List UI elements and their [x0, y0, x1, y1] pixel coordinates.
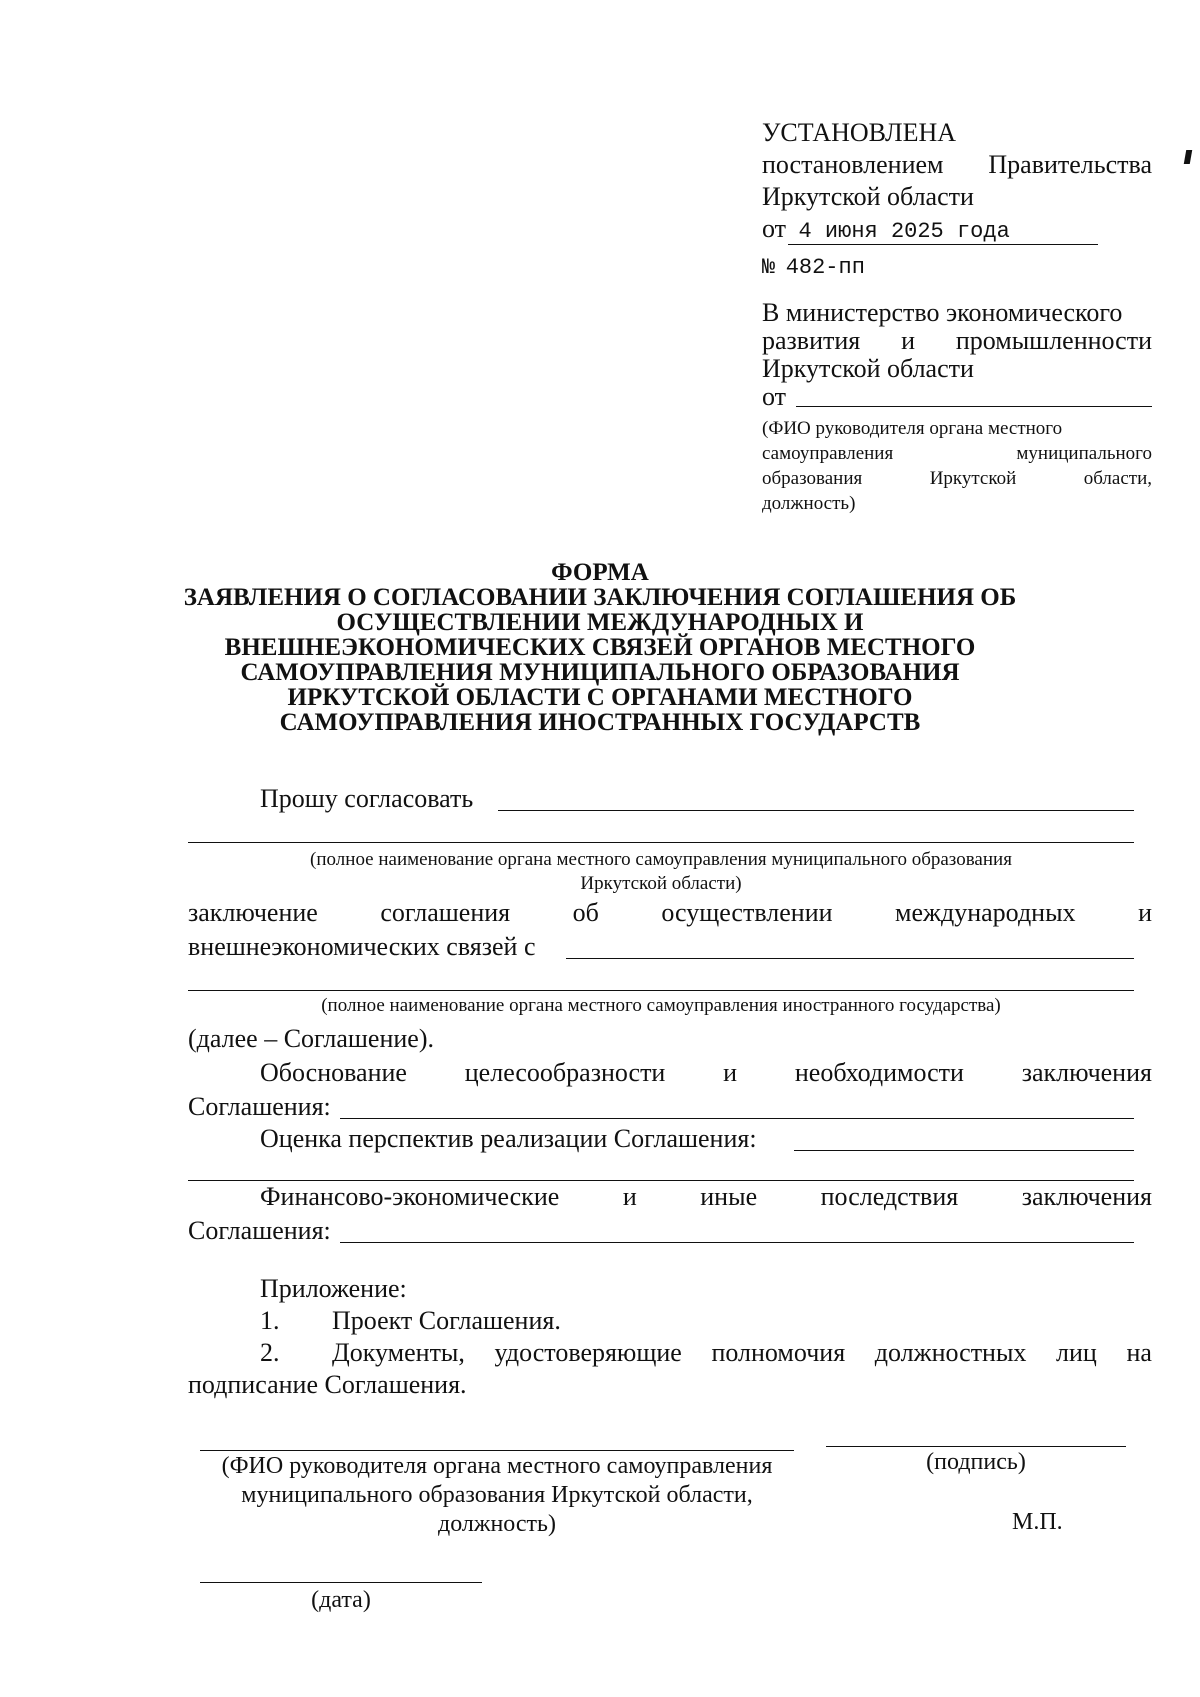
financial-word: иные: [700, 1182, 758, 1211]
approval-number-prefix: №: [762, 255, 776, 280]
financial-underline: [340, 1242, 1134, 1243]
document-title: [180, 560, 1020, 735]
note-line: должность): [762, 493, 856, 514]
fio-caption: [200, 1452, 794, 1539]
date-caption: (дата): [311, 1587, 371, 1613]
appendix-item-2-line: [332, 1338, 1152, 1368]
appendix-word: удостоверяющие: [494, 1338, 682, 1367]
approval-word: постановлением: [762, 150, 944, 179]
appendix-word: на: [1126, 1338, 1152, 1367]
appendix-word: полномочия: [711, 1338, 846, 1367]
appendix-item-2-num: 2.: [260, 1338, 280, 1367]
appendix-word: Документы,: [332, 1338, 465, 1367]
addressee-line-2: [762, 326, 1152, 354]
from-underline: [796, 406, 1152, 407]
addressee-line-1: В министерство экономического: [762, 298, 1123, 327]
note-line: [762, 441, 1152, 466]
addressee-block: [762, 298, 1152, 516]
conclusion-word: соглашения: [380, 898, 511, 927]
caption-line: (полное наименование органа местного самоуправления муниципального образования: [310, 849, 1012, 870]
note-word: Иркутской: [929, 468, 1017, 489]
signature-line: [826, 1446, 1126, 1447]
request-underline-2: [188, 842, 1134, 843]
note-word: образования: [762, 468, 863, 489]
justification-word: заключения: [1021, 1058, 1152, 1087]
relations-label: внешнеэкономических связей с: [188, 932, 536, 961]
financial-line: [260, 1182, 1152, 1212]
approval-date-row: [762, 214, 1152, 246]
note-word: муниципального: [1016, 443, 1152, 464]
agreement-label-1: Соглашения:: [188, 1092, 331, 1121]
approval-line-2: Иркутской области: [762, 182, 974, 211]
fio-caption-line: муниципального образования Иркутской области,: [241, 1482, 753, 1508]
approval-date-prefix: от: [762, 214, 787, 243]
relations-underline-2: [188, 990, 1134, 991]
fio-signature-line: [200, 1450, 794, 1451]
appendix-word: лиц: [1056, 1338, 1097, 1367]
conclusion-word: осуществлении: [661, 898, 833, 927]
justification-word: Обоснование: [260, 1058, 407, 1087]
note-text: (ФИО руководителя органа местного: [762, 418, 1063, 439]
note-word: области,: [1083, 468, 1152, 489]
approval-date-value: 4 июня 2025 года: [798, 219, 1010, 244]
agreement-label-2: Соглашения:: [188, 1216, 331, 1245]
assessment-underline-2: [188, 1180, 1134, 1181]
conclusion-line: [188, 898, 1152, 928]
financial-word: последствия: [820, 1182, 959, 1211]
assessment-label: Оценка перспектив реализации Соглашения:: [260, 1124, 757, 1153]
appendix-label: Приложение:: [260, 1274, 407, 1303]
appendix-item-1-text: Проект Соглашения.: [332, 1306, 561, 1335]
caption-organ-municipal: [188, 848, 1134, 896]
approval-line-1: [762, 150, 1152, 182]
assessment-underline: [794, 1150, 1134, 1151]
title-line: ВНЕШНЕЭКОНОМИЧЕСКИХ СВЯЗЕЙ ОРГАНОВ МЕСТНОГО: [224, 634, 976, 661]
addressee-word: развития: [762, 326, 861, 355]
justification-line: [260, 1058, 1152, 1088]
addressee-from-label: от: [762, 382, 787, 411]
signature-caption: (подпись): [926, 1449, 1026, 1475]
addressee-from-row: [762, 382, 1152, 410]
hereinafter-text: (далее – Соглашение).: [188, 1024, 434, 1053]
appendix-item-1-num: 1.: [260, 1306, 280, 1335]
approval-word: Правительства: [988, 150, 1152, 179]
fio-caption-line: (ФИО руководителя органа местного самоуправления: [221, 1453, 773, 1479]
seal-mark: М.П.: [1012, 1509, 1063, 1535]
title-line: САМОУПРАВЛЕНИЯ ИНОСТРАННЫХ ГОСУДАРСТВ: [279, 709, 921, 736]
request-underline: [498, 810, 1134, 811]
approval-heading: УСТАНОВЛЕНА: [762, 118, 957, 147]
caption-line: Иркутской области): [580, 873, 742, 894]
justification-word: и: [723, 1058, 738, 1087]
addressee-word: промышленности: [955, 326, 1152, 355]
addressee-note: [762, 416, 1152, 516]
date-line: [200, 1582, 482, 1583]
note-word: самоуправления: [762, 443, 894, 464]
justification-word: целесообразности: [464, 1058, 666, 1087]
appendix-word: должностных: [874, 1338, 1027, 1367]
addressee-word: и: [901, 326, 915, 355]
conclusion-word: международных: [895, 898, 1076, 927]
caption-organ-foreign: (полное наименование органа местного самоуправления иностранного государства): [321, 995, 1001, 1016]
conclusion-word: и: [1138, 898, 1152, 927]
title-line: ФОРМА: [551, 559, 649, 586]
addressee-line-3: Иркутской области: [762, 354, 974, 383]
date-underline: [788, 244, 1098, 245]
title-line: ОСУЩЕСТВЛЕНИИ МЕЖДУНАРОДНЫХ И: [336, 609, 864, 636]
request-label: Прошу согласовать: [260, 784, 474, 813]
appendix-item-2-continued: подписание Соглашения.: [188, 1370, 467, 1399]
title-line: ИРКУТСКОЙ ОБЛАСТИ С ОРГАНАМИ МЕСТНОГО: [287, 684, 913, 711]
financial-word: Финансово-экономические: [260, 1182, 560, 1211]
scan-mark: [1184, 150, 1192, 164]
approval-block: [762, 118, 1152, 282]
conclusion-word: заключение: [188, 898, 318, 927]
financial-word: заключения: [1021, 1182, 1152, 1211]
relations-underline: [566, 958, 1134, 959]
title-line: САМОУПРАВЛЕНИЯ МУНИЦИПАЛЬНОГО ОБРАЗОВАНИЯ: [240, 659, 960, 686]
justification-word: необходимости: [794, 1058, 964, 1087]
note-line: [762, 466, 1152, 491]
approval-number-row: [762, 250, 1152, 282]
approval-number-value: 482-пп: [785, 255, 865, 280]
note-line: [762, 416, 1152, 441]
title-line: ЗАЯВЛЕНИЯ О СОГЛАСОВАНИИ ЗАКЛЮЧЕНИЯ СОГЛАШЕНИЯ ОБ: [183, 584, 1017, 611]
conclusion-word: об: [572, 898, 599, 927]
justification-underline: [340, 1118, 1134, 1119]
fio-caption-line: должность): [438, 1511, 556, 1537]
financial-word: и: [622, 1182, 637, 1211]
